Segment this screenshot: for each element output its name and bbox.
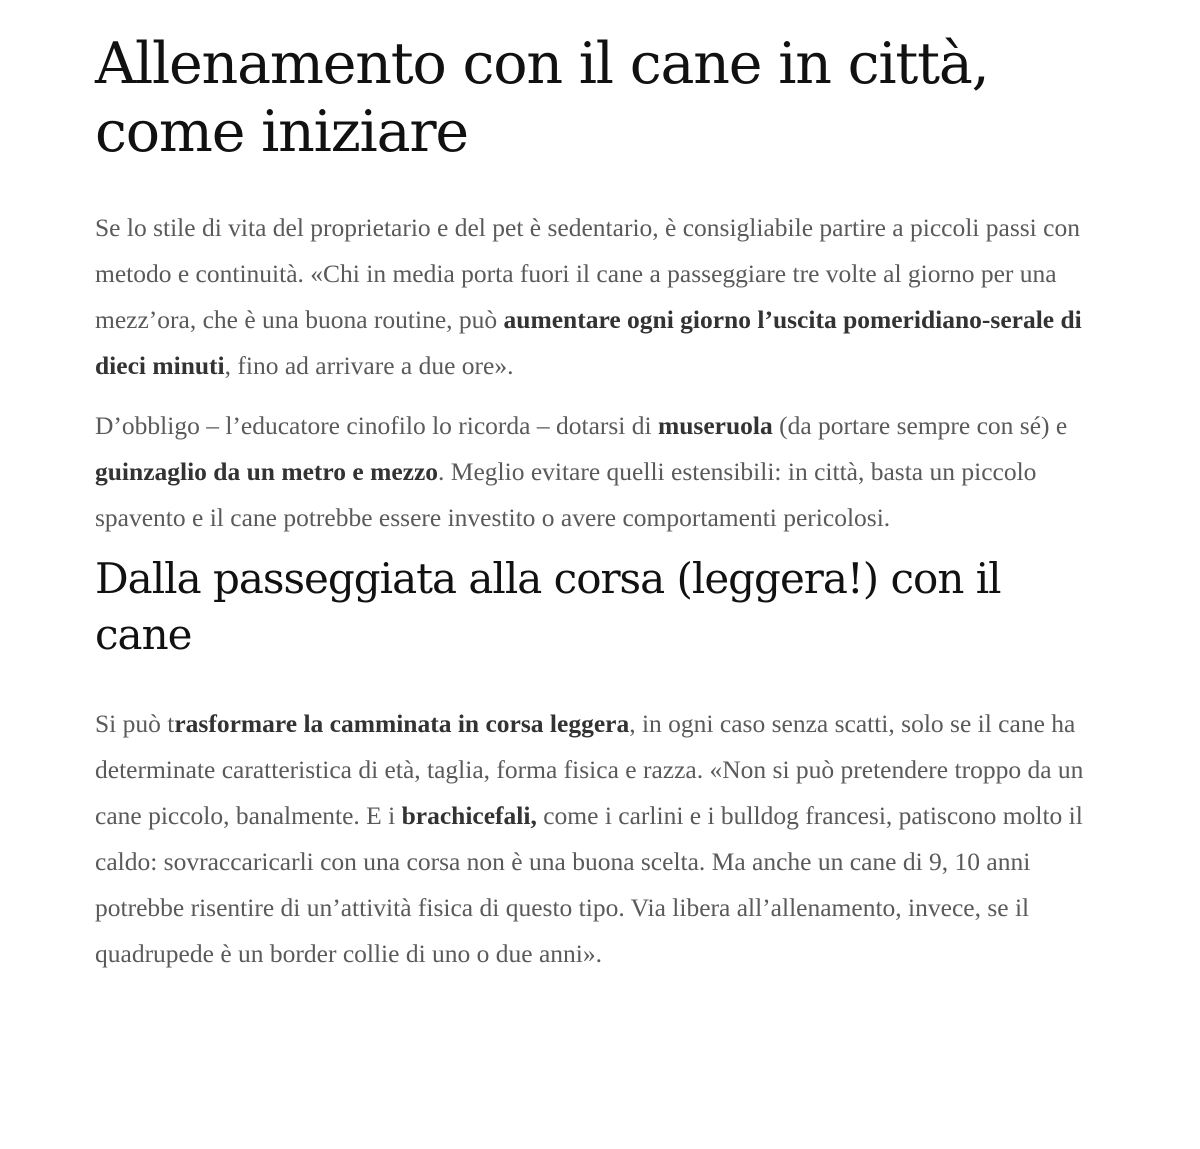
text-segment: Se lo stile di vita del proprietario e del pet è sedentario, è consigliabile partire a piccoli passi con metodo e continuità. «Chi in media porta fuori il cane a passeggiare tre volte al giorno per una mezz’ora, che è una buona routine, può <box>95 213 1080 334</box>
article <box>95 0 1100 977</box>
text-segment: , in ogni caso senza scatti, solo se il cane ha determinate caratteristica di età, taglia, forma fisica e razza. «Non si può pretendere troppo da un cane piccolo, banalmente. E i <box>95 709 1084 830</box>
text-segment: (da portare sempre con sé) e <box>772 411 1068 440</box>
bold-text-segment: rasformare la camminata in corsa leggera <box>174 709 630 738</box>
text-segment: Si può t <box>95 709 175 738</box>
text-segment: , fino ad arrivare a due ore». <box>224 351 514 380</box>
section-heading: Dalla passeggiata alla corsa (leggera!) con il cane <box>95 554 1001 659</box>
text-segment: . Meglio evitare quelli estensibili: in città, basta un piccolo spavento e il cane potrebbe essere investito o avere comportamenti pericolosi. <box>95 457 1037 532</box>
text-segment: D’obbligo – l’educatore cinofilo lo ricorda – dotarsi di <box>95 411 658 440</box>
article-title: Allenamento con il cane in città, come iniziare <box>95 31 989 165</box>
paragraph <box>95 701 1100 977</box>
bold-text-segment: brachicefali, <box>401 801 537 830</box>
bold-text-segment: guinzaglio da un metro e mezzo <box>95 457 439 486</box>
paragraph <box>95 403 1100 541</box>
text-segment: come i carlini e i bulldog francesi, patiscono molto il caldo: sovraccaricarli con una corsa non è una buona scelta. Ma anche un cane di 9, 10 anni potrebbe risentire di un’attività fisica di questo tipo. Via libera all’allenamento, invece, se il quadrupede è un border collie di uno o due anni». <box>95 801 1083 968</box>
paragraph <box>95 205 1100 389</box>
bold-text-segment: museruola <box>657 411 773 440</box>
bold-text-segment: aumentare ogni giorno l’uscita pomeridiano-serale di dieci minuti <box>95 305 1082 380</box>
